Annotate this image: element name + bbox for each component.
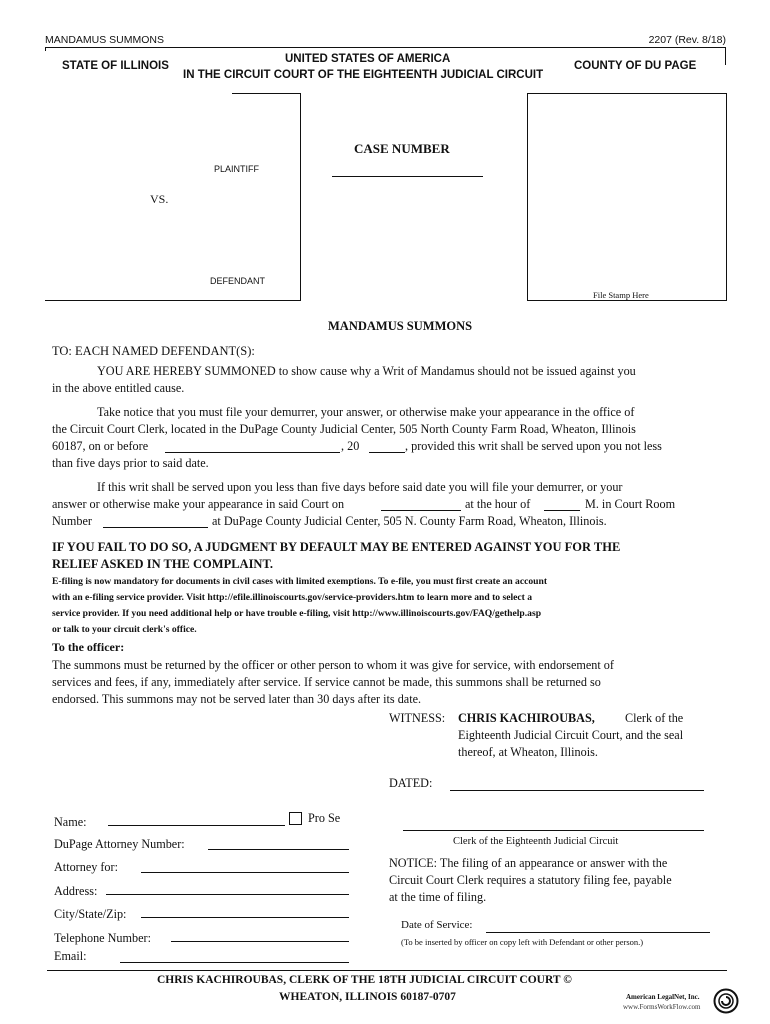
court-date-field[interactable] <box>381 510 461 511</box>
city-state-zip-label: City/State/Zip: <box>54 907 127 921</box>
date-of-service-label: Date of Service: <box>401 919 473 931</box>
efile-line-2: with an e-filing service provider. Visit http://efile.illinoiscourts.gov/service-providers.htm to learn more and to select a <box>52 592 533 603</box>
name-field[interactable] <box>108 825 285 826</box>
caption-bracket-bottom <box>45 300 301 301</box>
notice-line-4: than five days prior to said date. <box>52 456 209 470</box>
footer-line-1: CHRIS KACHIROUBAS, CLERK OF THE 18TH JUDICIAL CIRCUIT COURT © <box>157 974 572 986</box>
served-line-1: If this writ shall be served upon you less than five days before said date you will file your demurrer, or your <box>97 480 623 494</box>
header-border-left <box>45 47 46 51</box>
to-defendants: TO: EACH NAMED DEFENDANT(S): <box>52 344 255 358</box>
summoned-line-1: YOU ARE HEREBY SUMMONED to show cause why a Writ of Mandamus should not be issued against you <box>97 364 636 378</box>
plaintiff-label: PLAINTIFF <box>214 164 260 174</box>
default-warning-2: RELIEF ASKED IN THE COMPLAINT. <box>52 557 273 571</box>
publisher-logo-icon <box>713 988 739 1014</box>
caption-bracket-top <box>232 93 301 94</box>
circuit-label: IN THE CIRCUIT COURT OF THE EIGHTEENTH JUDICIAL CIRCUIT <box>183 69 544 81</box>
efile-line-3: service provider. If you need additional help or have trouble e-filing, visit http://www.illinoiscourts.gov/FAQ/gethelp.asp <box>52 608 542 619</box>
case-number-field[interactable] <box>332 176 483 177</box>
notice-line-3b: , 20 <box>341 439 360 453</box>
dated-label: DATED: <box>389 776 433 790</box>
attorney-for-field[interactable] <box>141 872 349 873</box>
header-rule <box>45 47 726 48</box>
appearance-date-field[interactable] <box>165 452 340 453</box>
efile-line-1: E-filing is now mandatory for documents in civil cases with limited exemptions. To e-file, you must first create an account <box>52 576 548 587</box>
notice-line-3a: 60187, on or before <box>52 439 149 453</box>
court-room-field[interactable] <box>103 527 208 528</box>
file-stamp-box <box>527 93 727 301</box>
default-warning-1: IF YOU FAIL TO DO SO, A JUDGMENT BY DEFAULT MAY BE ENTERED AGAINST YOU FOR THE <box>52 540 621 554</box>
county-label: COUNTY OF DU PAGE <box>574 60 697 72</box>
pro-se-checkbox[interactable] <box>289 812 302 825</box>
clerk-signature-line[interactable] <box>403 830 704 831</box>
officer-line-2: services and fees, if any, immediately after service. If service cannot be made, this summons shall be returned so <box>52 675 601 689</box>
fee-notice-2: Circuit Court Clerk requires a statutory filing fee, payable <box>389 873 672 887</box>
telephone-label: Telephone Number: <box>54 931 151 945</box>
served-line-2b: at the hour of <box>465 497 531 511</box>
notice-line-3c: , provided this writ shall be served upon you not less <box>405 439 662 453</box>
footer-line-2: WHEATON, ILLINOIS 60187-0707 <box>279 991 456 1003</box>
email-field[interactable] <box>120 962 349 963</box>
officer-heading: To the officer: <box>52 640 125 654</box>
case-number-label: CASE NUMBER <box>354 141 450 156</box>
attorney-number-field[interactable] <box>208 849 349 850</box>
witness-line-1-rest: Clerk of the <box>625 711 684 725</box>
email-label: Email: <box>54 949 87 963</box>
address-field[interactable] <box>106 894 349 895</box>
served-line-2c: M. in Court Room <box>585 497 676 511</box>
dated-field[interactable] <box>450 790 704 791</box>
court-hour-field[interactable] <box>544 510 580 511</box>
form-number: 2207 (Rev. 8/18) <box>648 34 726 46</box>
defendant-label: DEFENDANT <box>210 276 266 286</box>
served-line-3a: Number <box>52 514 92 528</box>
summoned-line-2: in the above entitled cause. <box>52 381 185 395</box>
footer-rule <box>47 970 727 971</box>
date-of-service-field[interactable] <box>486 932 710 933</box>
usa-label: UNITED STATES OF AMERICA <box>285 53 451 65</box>
appearance-year-field[interactable] <box>369 452 405 453</box>
witness-line-2: Eighteenth Judicial Circuit Court, and the seal <box>458 728 684 742</box>
address-label: Address: <box>54 884 98 898</box>
notice-line-1: Take notice that you must file your demurrer, your answer, or otherwise make your appearance in the office of <box>97 405 635 419</box>
clerk-name: CHRIS KACHIROUBAS, <box>458 711 595 725</box>
telephone-field[interactable] <box>171 941 349 942</box>
publisher-name: American LegalNet, Inc. <box>626 993 700 1001</box>
state-label: STATE OF ILLINOIS <box>62 60 169 72</box>
file-stamp-label: File Stamp Here <box>593 290 649 300</box>
service-note: (To be inserted by officer on copy left with Defendant or other person.) <box>401 937 644 947</box>
witness-line-3: thereof, at Wheaton, Illinois. <box>458 745 598 759</box>
efile-line-4: or talk to your circuit clerk's office. <box>52 624 197 635</box>
name-label: Name: <box>54 815 87 829</box>
pro-se-label: Pro Se <box>308 811 341 825</box>
served-line-2a: answer or otherwise make your appearance in said Court on <box>52 497 345 511</box>
publisher-url: www.FormsWorkFlow.com <box>623 1003 701 1011</box>
attorney-for-label: Attorney for: <box>54 860 118 874</box>
officer-line-1: The summons must be returned by the officer or other person to whom it was give for service, with endorsement of <box>52 658 614 672</box>
witness-label: WITNESS: <box>389 711 446 725</box>
fee-notice-1: NOTICE: The filing of an appearance or answer with the <box>389 856 668 870</box>
attorney-number-label: DuPage Attorney Number: <box>54 837 185 851</box>
officer-line-3: endorsed. This summons may not be served later than 30 days after its date. <box>52 692 422 706</box>
notice-line-2: the Circuit Court Clerk, located in the DuPage County Judicial Center, 505 North County Farm Road, Wheaton, Illinois <box>52 422 636 436</box>
form-title-small: MANDAMUS SUMMONS <box>45 34 165 46</box>
city-state-zip-field[interactable] <box>141 917 349 918</box>
served-line-3b: at DuPage County Judicial Center, 505 N. County Farm Road, Wheaton, Illinois. <box>212 514 607 528</box>
header-border-right <box>725 47 726 65</box>
fee-notice-3: at the time of filing. <box>389 890 487 904</box>
vs-label: VS. <box>150 192 169 206</box>
summons-title: MANDAMUS SUMMONS <box>328 319 473 333</box>
clerk-caption: Clerk of the Eighteenth Judicial Circuit <box>453 836 619 847</box>
caption-bracket-right <box>300 93 301 301</box>
